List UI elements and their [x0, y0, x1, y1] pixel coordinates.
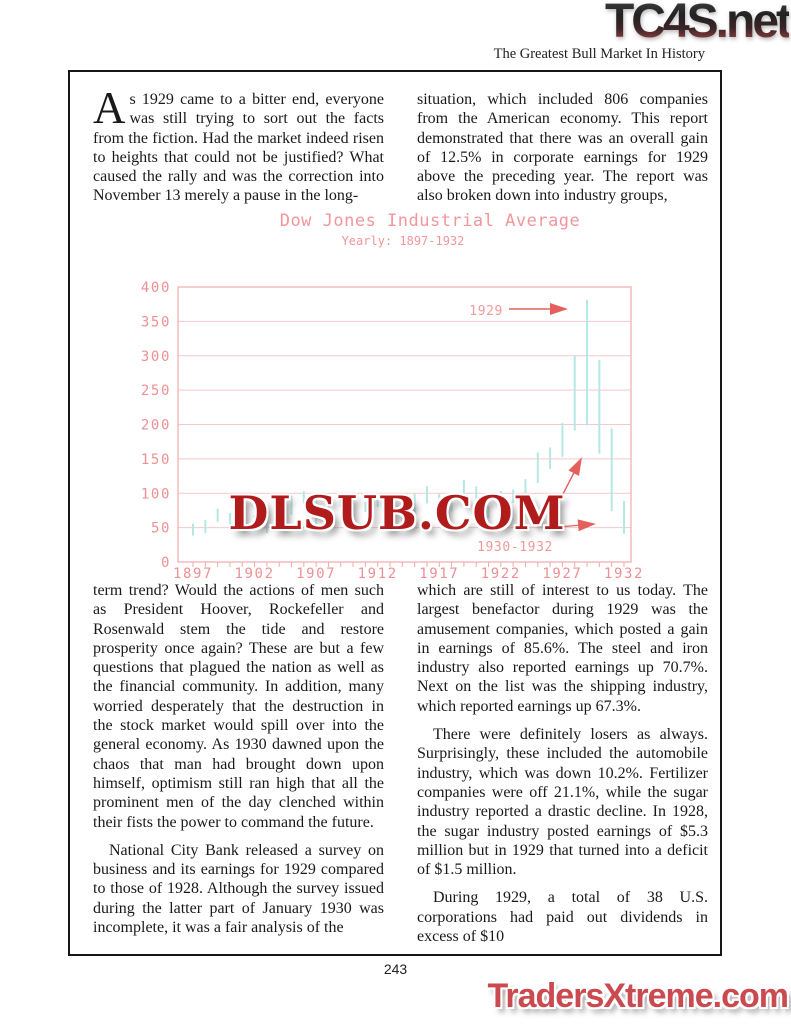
- chart-title: Dow Jones Industrial Average: [279, 211, 581, 231]
- svg-text:1932: 1932: [603, 566, 645, 582]
- svg-text:250: 250: [140, 383, 171, 400]
- intro-text: s 1929 came to a bitter end, everyone was still trying to sort out the facts from the fiction. Had the market indeed risen to heights that could not be justified? What caused the rally and was the correction into November 13 merely a pause in the long-: [93, 91, 384, 205]
- svg-text:300: 300: [140, 348, 171, 365]
- column1-body: [93, 581, 384, 937]
- paragraph: During 1929, a total of 38 U.S. corporations had paid out dividends in excess of $10: [417, 889, 708, 946]
- column1-intro: [93, 83, 384, 206]
- paragraph: There were definitely losers as always. Surprisingly, these included the automobile industry, which was down 10.2%. Fertilizer companies were off 21.1%, while the sugar industry reported a drastic decline. In 1928, the sugar industry posted earnings of $5.3 million but in 1929 that turned into a deficit of $1.5 million.: [417, 726, 708, 879]
- book-tagline: The Greatest Bull Market In History: [493, 46, 705, 62]
- site-logo-tc4s: TC4S.net: [605, 0, 789, 49]
- svg-text:150: 150: [140, 451, 171, 468]
- svg-text:50: 50: [150, 520, 171, 537]
- svg-text:1917: 1917: [419, 566, 460, 582]
- svg-text:400: 400: [140, 280, 171, 296]
- svg-text:100: 100: [140, 486, 171, 503]
- site-logo-tradersxtreme: TradersXtreme.com: [487, 977, 788, 1015]
- annotation-1930-1932: 1930-1932: [477, 540, 553, 555]
- svg-text:1922: 1922: [480, 566, 521, 582]
- svg-text:0: 0: [160, 555, 171, 571]
- chart-subtitle: Yearly: 1897-1932: [341, 234, 465, 248]
- paragraph: situation, which included 806 companies from the American economy. This report demonstrated that there was an overall gain of 12.5% in corporate earnings for 1929 above the preceding year. The report was also broken down into industry groups,: [417, 91, 708, 205]
- svg-text:350: 350: [140, 314, 171, 331]
- y-axis-labels: [141, 280, 171, 571]
- paragraph: term trend? Would the actions of men such as President Hoover, Rockefeller and Rosenwald stem the tide and restore prosperity once again? These are but a few questions that plagued the nation as well as the financial community. In addition, many worried desperately that the destruction in the stock market would spill over into the general economy. As 1930 dawned upon the chaos that man had brought down upon himself, optimism still ran high that all the prominent men of the day clenched within their fists the power to command the future.: [93, 582, 384, 831]
- svg-text:1927: 1927: [542, 566, 583, 582]
- watermark-dlsub: DLSUB.COM: [228, 486, 566, 540]
- column2-body: [417, 581, 708, 946]
- column2-intro: [417, 90, 708, 206]
- svg-text:1902: 1902: [234, 566, 275, 582]
- svg-text:200: 200: [140, 417, 171, 434]
- paragraph: which are still of interest to us today. The largest benefactor during 1929 was the amusement companies, which posted a gain in earnings of 85.6%. The steel and iron industry also reported earnings up 70.7%. Next on the list was the shipping industry, which reported earnings up 67.3%.: [417, 582, 708, 715]
- svg-text:1907: 1907: [296, 566, 337, 582]
- svg-text:1912: 1912: [357, 566, 398, 582]
- page-number: 243: [383, 961, 408, 977]
- annotation-1929: 1929: [469, 304, 503, 319]
- x-axis: [173, 562, 644, 582]
- svg-text:1897: 1897: [172, 566, 214, 582]
- paragraph: National City Bank released a survey on business and its earnings for 1929 compared to those of 1928. Although the survey issued during the latter part of January 1930 was incomplete, it was a fair analysis of the: [93, 841, 384, 937]
- drop-cap: A: [93, 83, 126, 133]
- intro-paragraph: [93, 83, 384, 206]
